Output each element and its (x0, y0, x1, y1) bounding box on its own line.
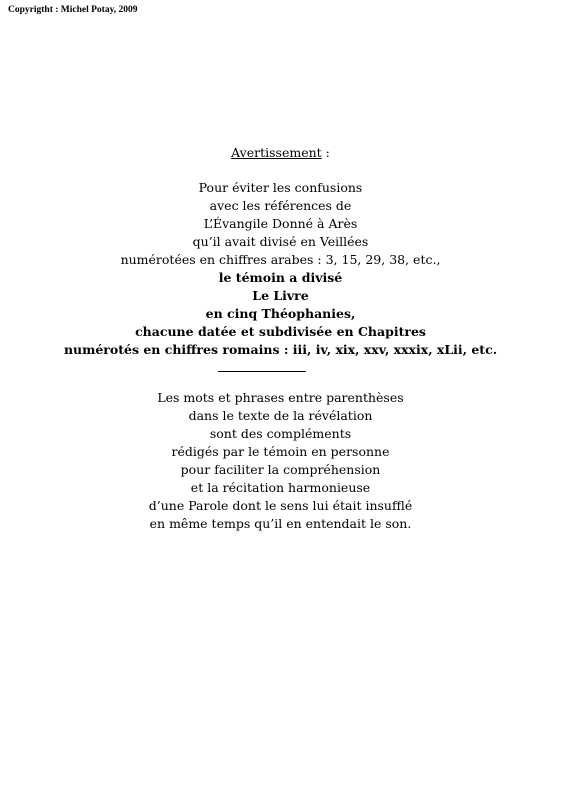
notice-heading-title: Avertissement (231, 145, 322, 160)
text-line-bold: Le Livre (252, 288, 309, 303)
text-line: d’une Parole dont le sens lui était insufflé (148, 498, 413, 513)
text-line: avec les références de (209, 198, 352, 213)
section-divider (218, 371, 306, 372)
text-line-bold: en cinq Théophanies, (205, 306, 356, 321)
text-line-bold: numérotés en chiffres romains : iii, iv, xix, xxv, xxxix, xLii, etc. (63, 342, 498, 357)
text-line-bold: chacune datée et subdivisée en Chapitres (135, 324, 426, 339)
text-line: rédigés par le témoin en personne (171, 444, 390, 459)
parentheses-explanation (0, 389, 561, 533)
text-line: sont des compléments (209, 426, 352, 441)
text-line: L’Évangile Donné à Arès (203, 216, 358, 231)
text-line-bold: le témoin a divisé (218, 270, 343, 285)
text-line: en même temps qu’il en entendait le son. (149, 516, 412, 531)
notice-heading-colon: : (321, 145, 330, 160)
text-line: pour faciliter la compréhension (180, 462, 381, 477)
numbering-explanation (0, 179, 561, 359)
text-line: numérotées en chiffres arabes : 3, 15, 29, 38, etc., (120, 252, 441, 267)
text-line: dans le texte de la révélation (188, 408, 373, 423)
text-line: Pour éviter les confusions (198, 180, 363, 195)
text-line: et la récitation harmonieuse (190, 480, 371, 495)
notice-heading (0, 144, 561, 162)
copyright-notice: Copyrigtht : Michel Potay, 2009 (8, 5, 138, 15)
text-line: Les mots et phrases entre parenthèses (157, 390, 404, 405)
text-line: qu’il avait divisé en Veillées (192, 234, 369, 249)
